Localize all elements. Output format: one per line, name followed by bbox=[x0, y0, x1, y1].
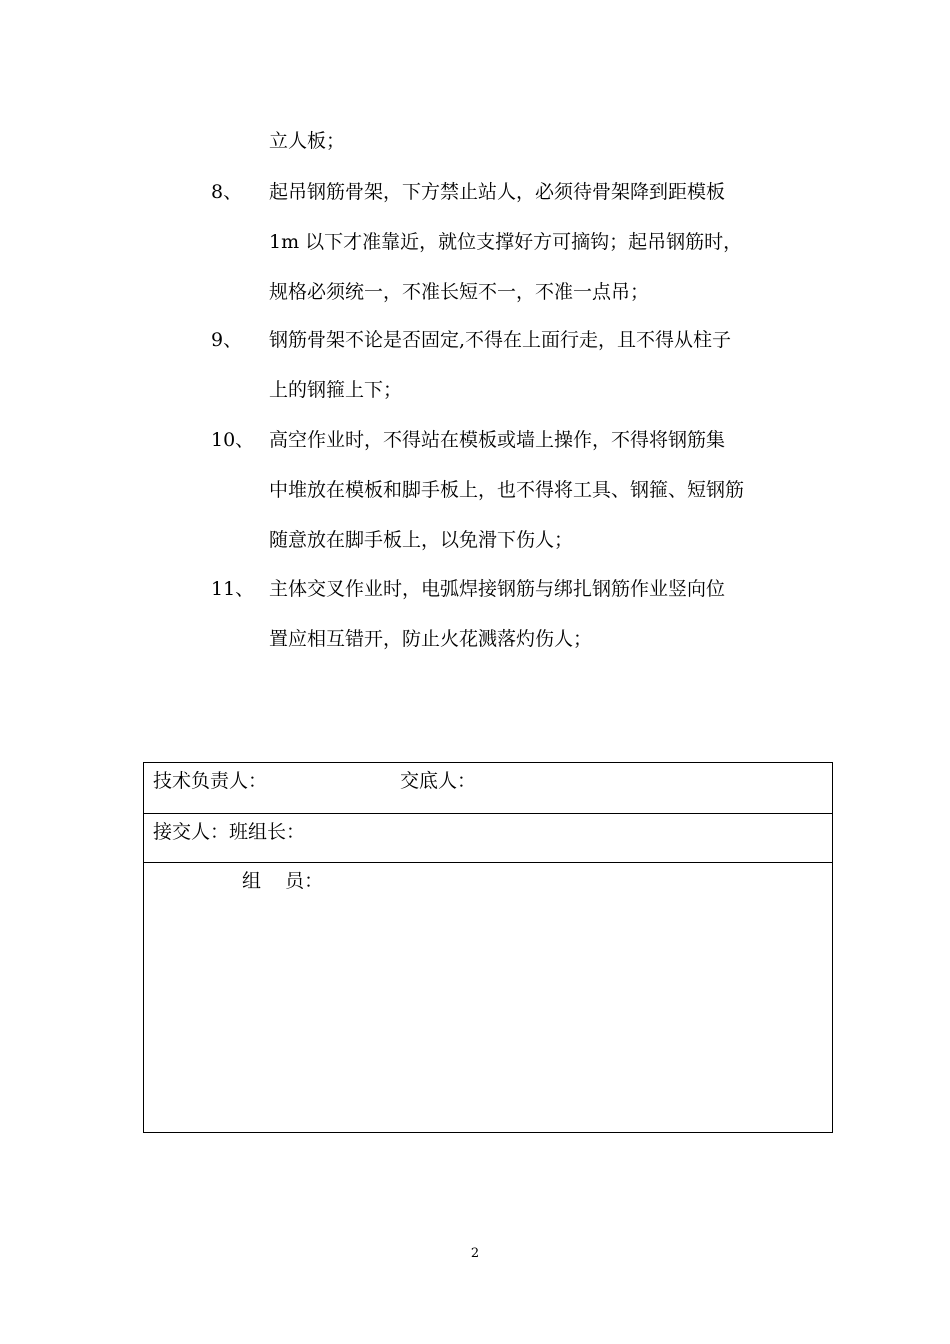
item-number: 10、 bbox=[211, 429, 255, 451]
item-line: 上的钢箍上下； bbox=[269, 379, 403, 401]
item-line: 高空作业时，不得站在模板或墙上操作，不得将钢筋集 bbox=[269, 429, 726, 451]
page-number: 2 bbox=[470, 1246, 480, 1261]
item-line: 起吊钢筋骨架，下方禁止站人，必须待骨架降到距模板 bbox=[269, 181, 726, 203]
members-label: 组 员： bbox=[242, 870, 324, 892]
item-line: 1m 以下才准靠近，就位支撑好方可摘钩；起吊钢筋时， bbox=[269, 231, 743, 253]
continuation-line: 立人板； bbox=[269, 130, 346, 152]
item-number: 8、 bbox=[211, 181, 243, 203]
presenter-label: 交底人： bbox=[400, 770, 477, 792]
signature-row-lead bbox=[144, 763, 832, 814]
item-line: 主体交叉作业时，电弧焊接钢筋与绑扎钢筋作业竖向位 bbox=[269, 578, 726, 600]
item-line: 中堆放在模板和脚手板上，也不得将工具、钢箍、短钢筋 bbox=[269, 479, 745, 501]
item-number: 9、 bbox=[211, 329, 243, 351]
item-line: 置应相互错开，防止火花溅落灼伤人； bbox=[269, 628, 593, 650]
item-line: 规格必须统一，不准长短不一，不准一点吊； bbox=[269, 281, 650, 303]
signature-row-receiver bbox=[144, 814, 832, 863]
item-line: 随意放在脚手板上，以免滑下伤人； bbox=[269, 529, 574, 551]
signature-table bbox=[143, 762, 833, 1133]
tech-lead-label: 技术负责人： bbox=[153, 770, 268, 792]
item-line: 钢筋骨架不论是否固定,不得在上面行走，且不得从柱子 bbox=[269, 329, 732, 351]
item-number: 11、 bbox=[211, 578, 255, 600]
signature-row-members bbox=[144, 863, 832, 1132]
receiver-label: 接交人：班组长： bbox=[153, 821, 306, 843]
